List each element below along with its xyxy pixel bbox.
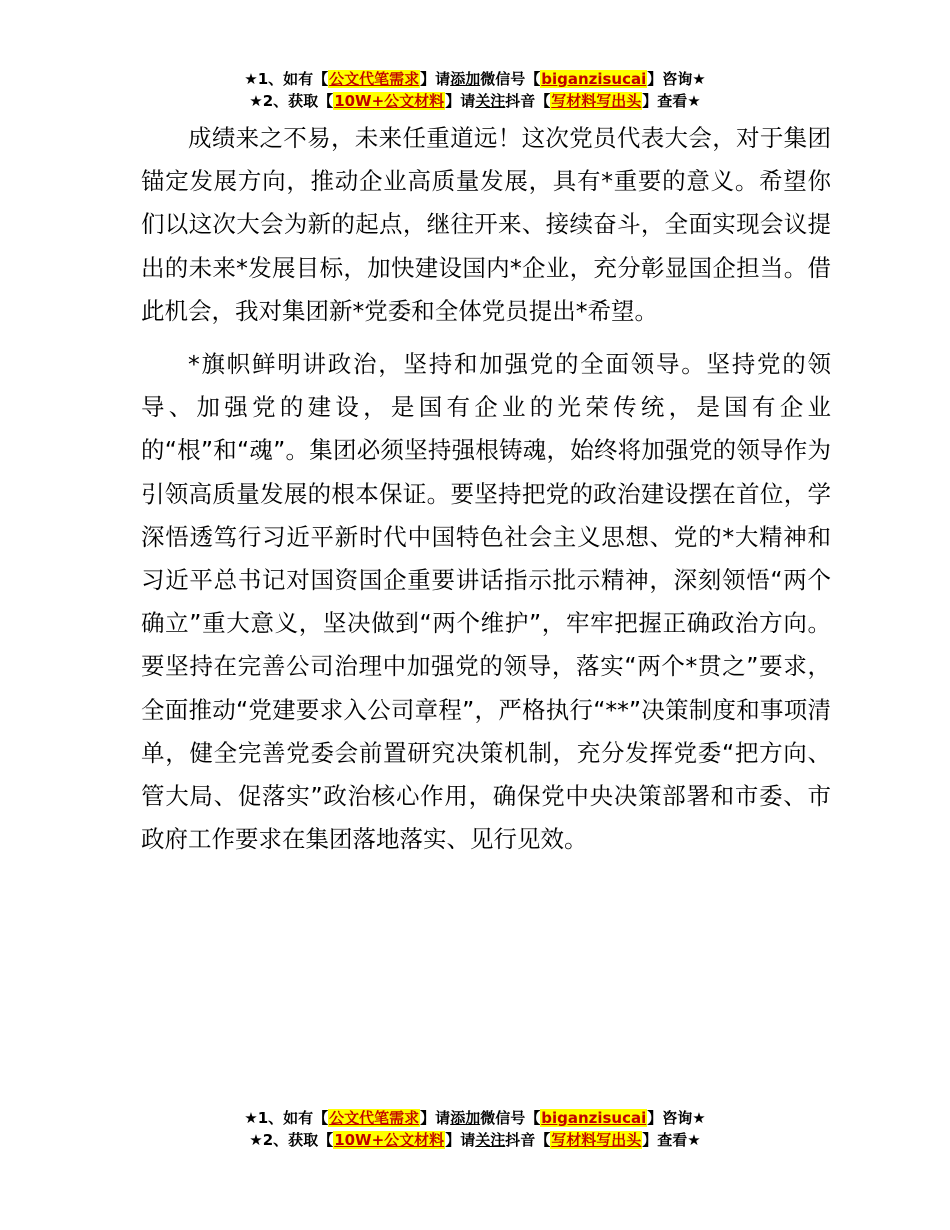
highlight-wechat-id: biganzisucai xyxy=(541,70,647,88)
document-body xyxy=(141,117,831,861)
banner-line-2: ★2、获取【10W+公文材料】请关注抖音【写材料写出头】查看★ xyxy=(249,92,701,110)
banner-line-1: ★1、如有【公文代笔需求】请添加微信号【biganzisucai】咨询★ xyxy=(244,70,706,88)
highlight-douyin-account: 写材料写出头 xyxy=(551,92,642,110)
highlight-service: 公文代笔需求 xyxy=(329,70,420,88)
paragraph-1: 成绩来之不易，未来任重道远！这次党员代表大会，对于集团锚定发展方向，推动企业高质量发展，具有*重要的意义。希望你们以这次大会为新的起点，继往开来、接续奋斗，全面实现会议提出的未来*发展目标，加快建设国内*企业，充分彰显国企担当。借此机会，我对集团新*党委和全体党员提出*希望。 xyxy=(141,124,831,325)
paragraph-2: *旗帜鲜明讲政治，坚持和加强党的全面领导。坚持党的领导、加强党的建设，是国有企业的光荣传统，是国有企业的“根”和“魂”。集团必须坚持强根铸魂，始终将加强党的领导作为引领高质量发展的根本保证。要坚持把党的政治建设摆在首位，学深悟透笃行习近平新时代中国特色社会主义思想、党的*大精神和习近平总书记对国资国企重要讲话指示批示精神，深刻领悟“两个确立”重大意义，坚决做到“两个维护”，牢牢把握正确政治方向。要坚持在完善公司治理中加强党的领导，落实“两个*贯之”要求，全面推动“党建要求入公司章程”，严格执行“**”决策制度和事项清单，健全完善党委会前置研究决策机制，充分发挥党委“把方向、管大局、促落实”政治核心作用，确保党中央决策部署和市委、市政府工作要求在集团落地落实、见行见效。 xyxy=(141,350,831,854)
highlight-materials: 10W+公文材料 xyxy=(334,1131,445,1149)
header-banner xyxy=(0,68,950,112)
banner-line-2: ★2、获取【10W+公文材料】请关注抖音【写材料写出头】查看★ xyxy=(249,1131,701,1149)
footer-banner xyxy=(0,1107,950,1151)
highlight-wechat-id: biganzisucai xyxy=(541,1109,647,1127)
highlight-douyin-account: 写材料写出头 xyxy=(551,1131,642,1149)
highlight-materials: 10W+公文材料 xyxy=(334,92,445,110)
banner-line-1: ★1、如有【公文代笔需求】请添加微信号【biganzisucai】咨询★ xyxy=(244,1109,706,1127)
highlight-service: 公文代笔需求 xyxy=(329,1109,420,1127)
